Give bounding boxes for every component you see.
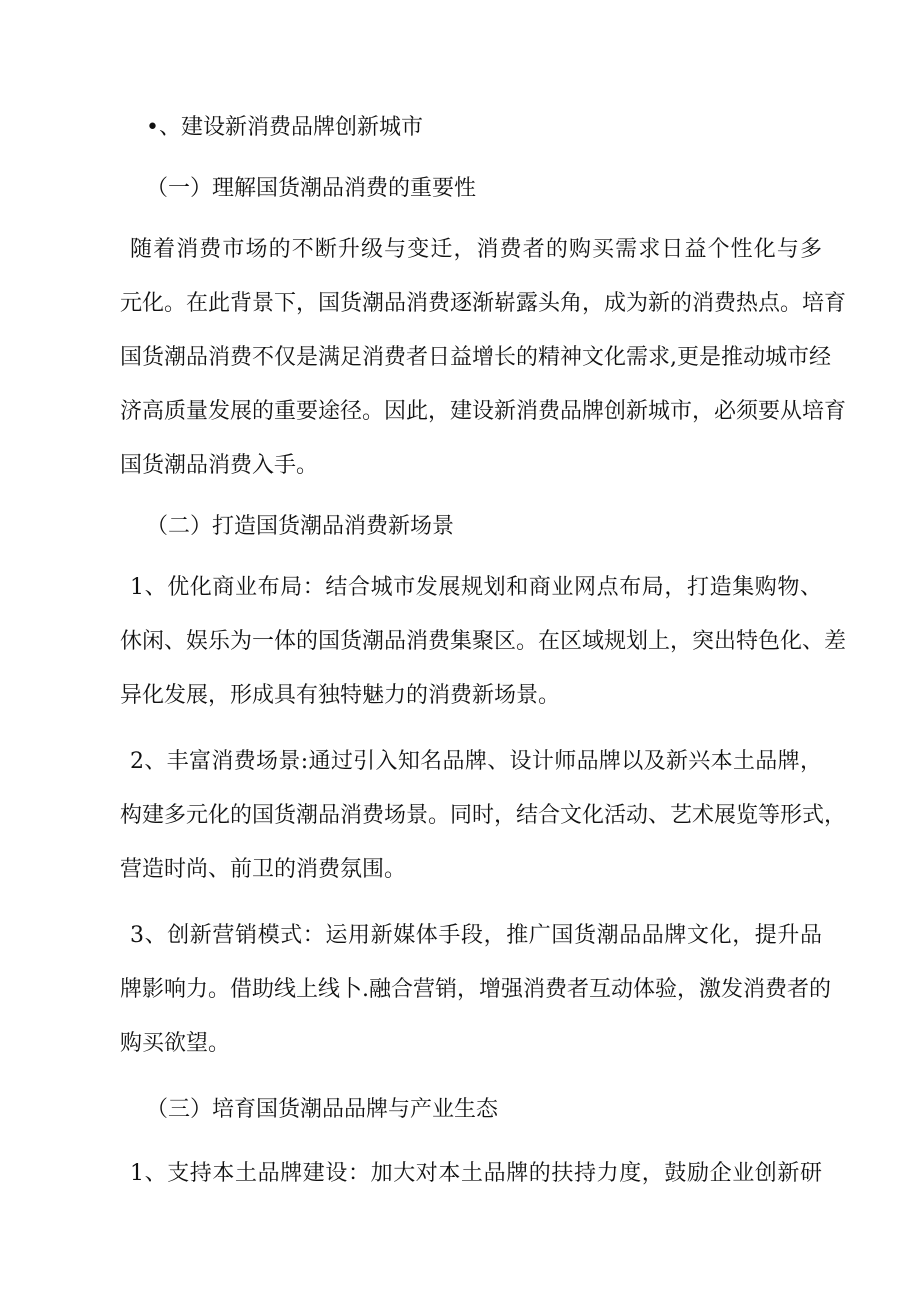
- paragraph-line: 异化发展，形成具有独特魅力的消费新场景。: [120, 683, 561, 708]
- paragraph-line: 购买欲望。: [120, 1031, 231, 1056]
- paragraph-line: 构建多元化的国货潮品消费场景。同时，结合文化活动、艺术展览等形式，: [120, 803, 847, 828]
- section-title: •、建设新消费品牌创新城市: [146, 115, 423, 140]
- subsection-title-2: （二）打造国货潮品消费新场景: [146, 514, 455, 539]
- paragraph-line: 1、支持本土品牌建设：加大对本土品牌的扶持力度，鼓励企业创新研: [130, 1161, 822, 1186]
- paragraph-line: 国货潮品消费不仅是满足消费者日益增长的精神文化需求,更是推动城市经: [120, 345, 831, 370]
- paragraph-line: 3、创新营销模式：运用新媒体手段，推广国货潮品品牌文化，提升品: [130, 923, 822, 948]
- paragraph-line: 1、优化商业布局：结合城市发展规划和商业网点布局，打造集购物、: [130, 575, 822, 600]
- paragraph-line: 元化。在此背景下，国货潮品消费逐渐崭露头角，成为新的消费热点。培育: [120, 291, 847, 316]
- paragraph-line: 牌影响力。借助线上线卜.融合营销，增强消费者互动体验，激发消费者的: [120, 977, 831, 1002]
- paragraph-line: 休闲、娱乐为一体的国货潮品消费集聚区。在区域规划上，突出特色化、差: [120, 629, 847, 654]
- paragraph-line: 营造时尚、前卫的消费氛围。: [120, 857, 407, 882]
- paragraph-line: 济高质量发展的重要途径。因此，建设新消费品牌创新城市，必须要从培育: [120, 399, 847, 424]
- subsection-title-3: （三）培育国货潮品品牌与产业生态: [146, 1097, 499, 1122]
- paragraph-line: 随着消费市场的不断升级与变迁，消费者的购买需求日益个性化与多: [130, 237, 822, 262]
- paragraph-line: 国货潮品消费入手。: [120, 453, 319, 478]
- subsection-title-1: （一）理解国货潮品消费的重要性: [146, 176, 477, 201]
- paragraph-line: 2、丰富消费场景:通过引入知名品牌、设计师品牌以及新兴本土品牌，: [130, 749, 822, 774]
